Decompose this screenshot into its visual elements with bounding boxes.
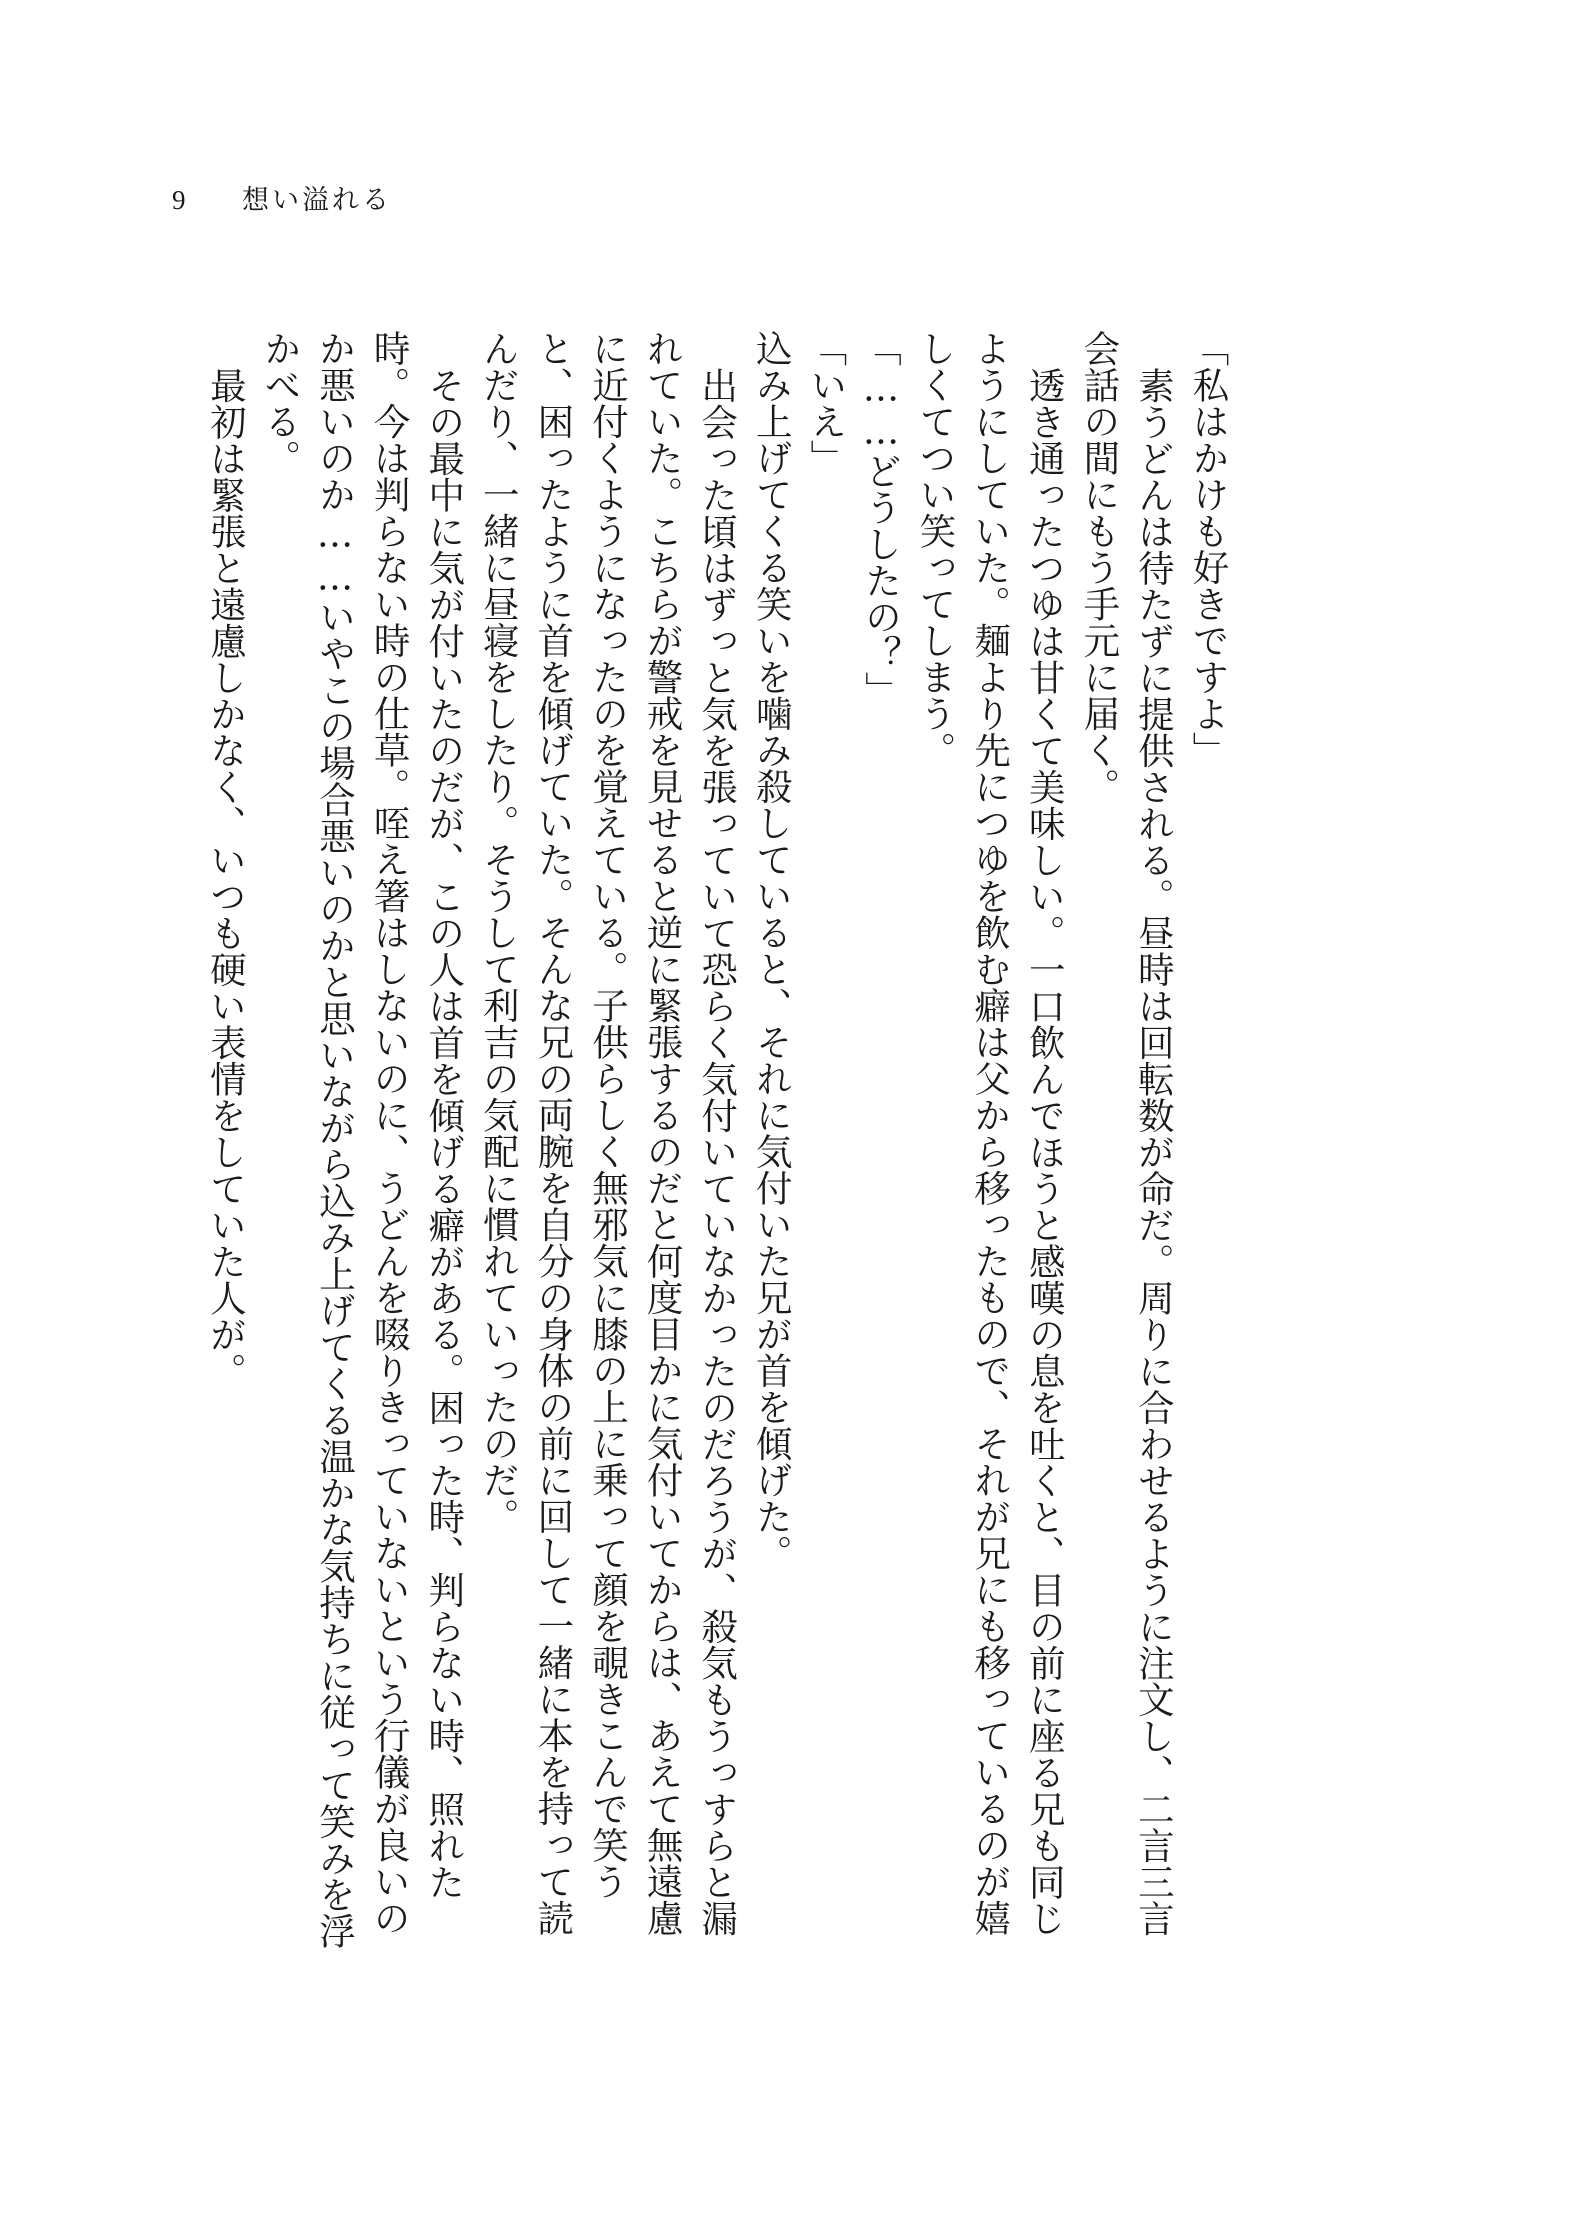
paragraph: 透き通ったつゆは甘くて美味しい。一口飲んでほうと感嘆の息を吐くと、目の前に座る兄も同じようにしていた。麺より先につゆを飲む癖は父から移ったもので、それが兄にも移っているのが嬉しくてつい笑ってしまう。 — [914, 330, 1067, 1936]
paragraph-dialogue: 「私はかけも好きですよ」 — [1187, 330, 1230, 768]
paragraph-dialogue: 「いえ」 — [804, 330, 848, 476]
paragraph-dialogue: 「……どうしたの？」 — [859, 330, 903, 708]
chapter-title: 想い溢れる — [242, 185, 392, 216]
paragraph: 最初は緊張と遠慮しかなく、いつも硬い表情をしていた人が。 — [204, 366, 248, 1389]
page-number: 9 — [172, 185, 186, 215]
paragraph: 込み上げてくる笑いを噛み殺していると、それに気付いた兄が首を傾げた。 — [750, 330, 794, 1571]
page-header — [172, 180, 392, 221]
body-text — [204, 330, 1235, 1950]
paragraph: 出会った頃はずっと気を張っていて恐らく気付いていなかったのだろうが、殺気もうっすらと漏れていた。こちらが警戒を見せると逆に緊張するのだと何度目かに気付いてからは、あえて無遠慮に近付くようになったのを覚えている。子供らしく無邪気に膝の上に乗って顔を覗きこんで笑うと、困ったように首を傾げていた。そんな兄の両腕を自分の身体の前に回して一緒に本を持って読んだり、一緒に昼寝をしたり。そうして利吉の気配に慣れていったのだ。 — [477, 330, 739, 1936]
paragraph: その最中に気が付いたのだが、この人は首を傾げる癖がある。困った時、判らない時、照れた時。今は判らない時の仕草。咥え箸はしないのに、うどんを啜りきっていないという行儀が良いのか悪いのか……いやこの場合悪いのかと思いながら込み上げてくる温かな気持ちに従って笑みを浮かべる。 — [258, 330, 466, 1949]
paragraph: 素うどんは待たずに提供される。昼時は回転数が命だ。周りに合わせるように注文し、二言三言会話の間にもう手元に届く。 — [1077, 330, 1176, 1936]
